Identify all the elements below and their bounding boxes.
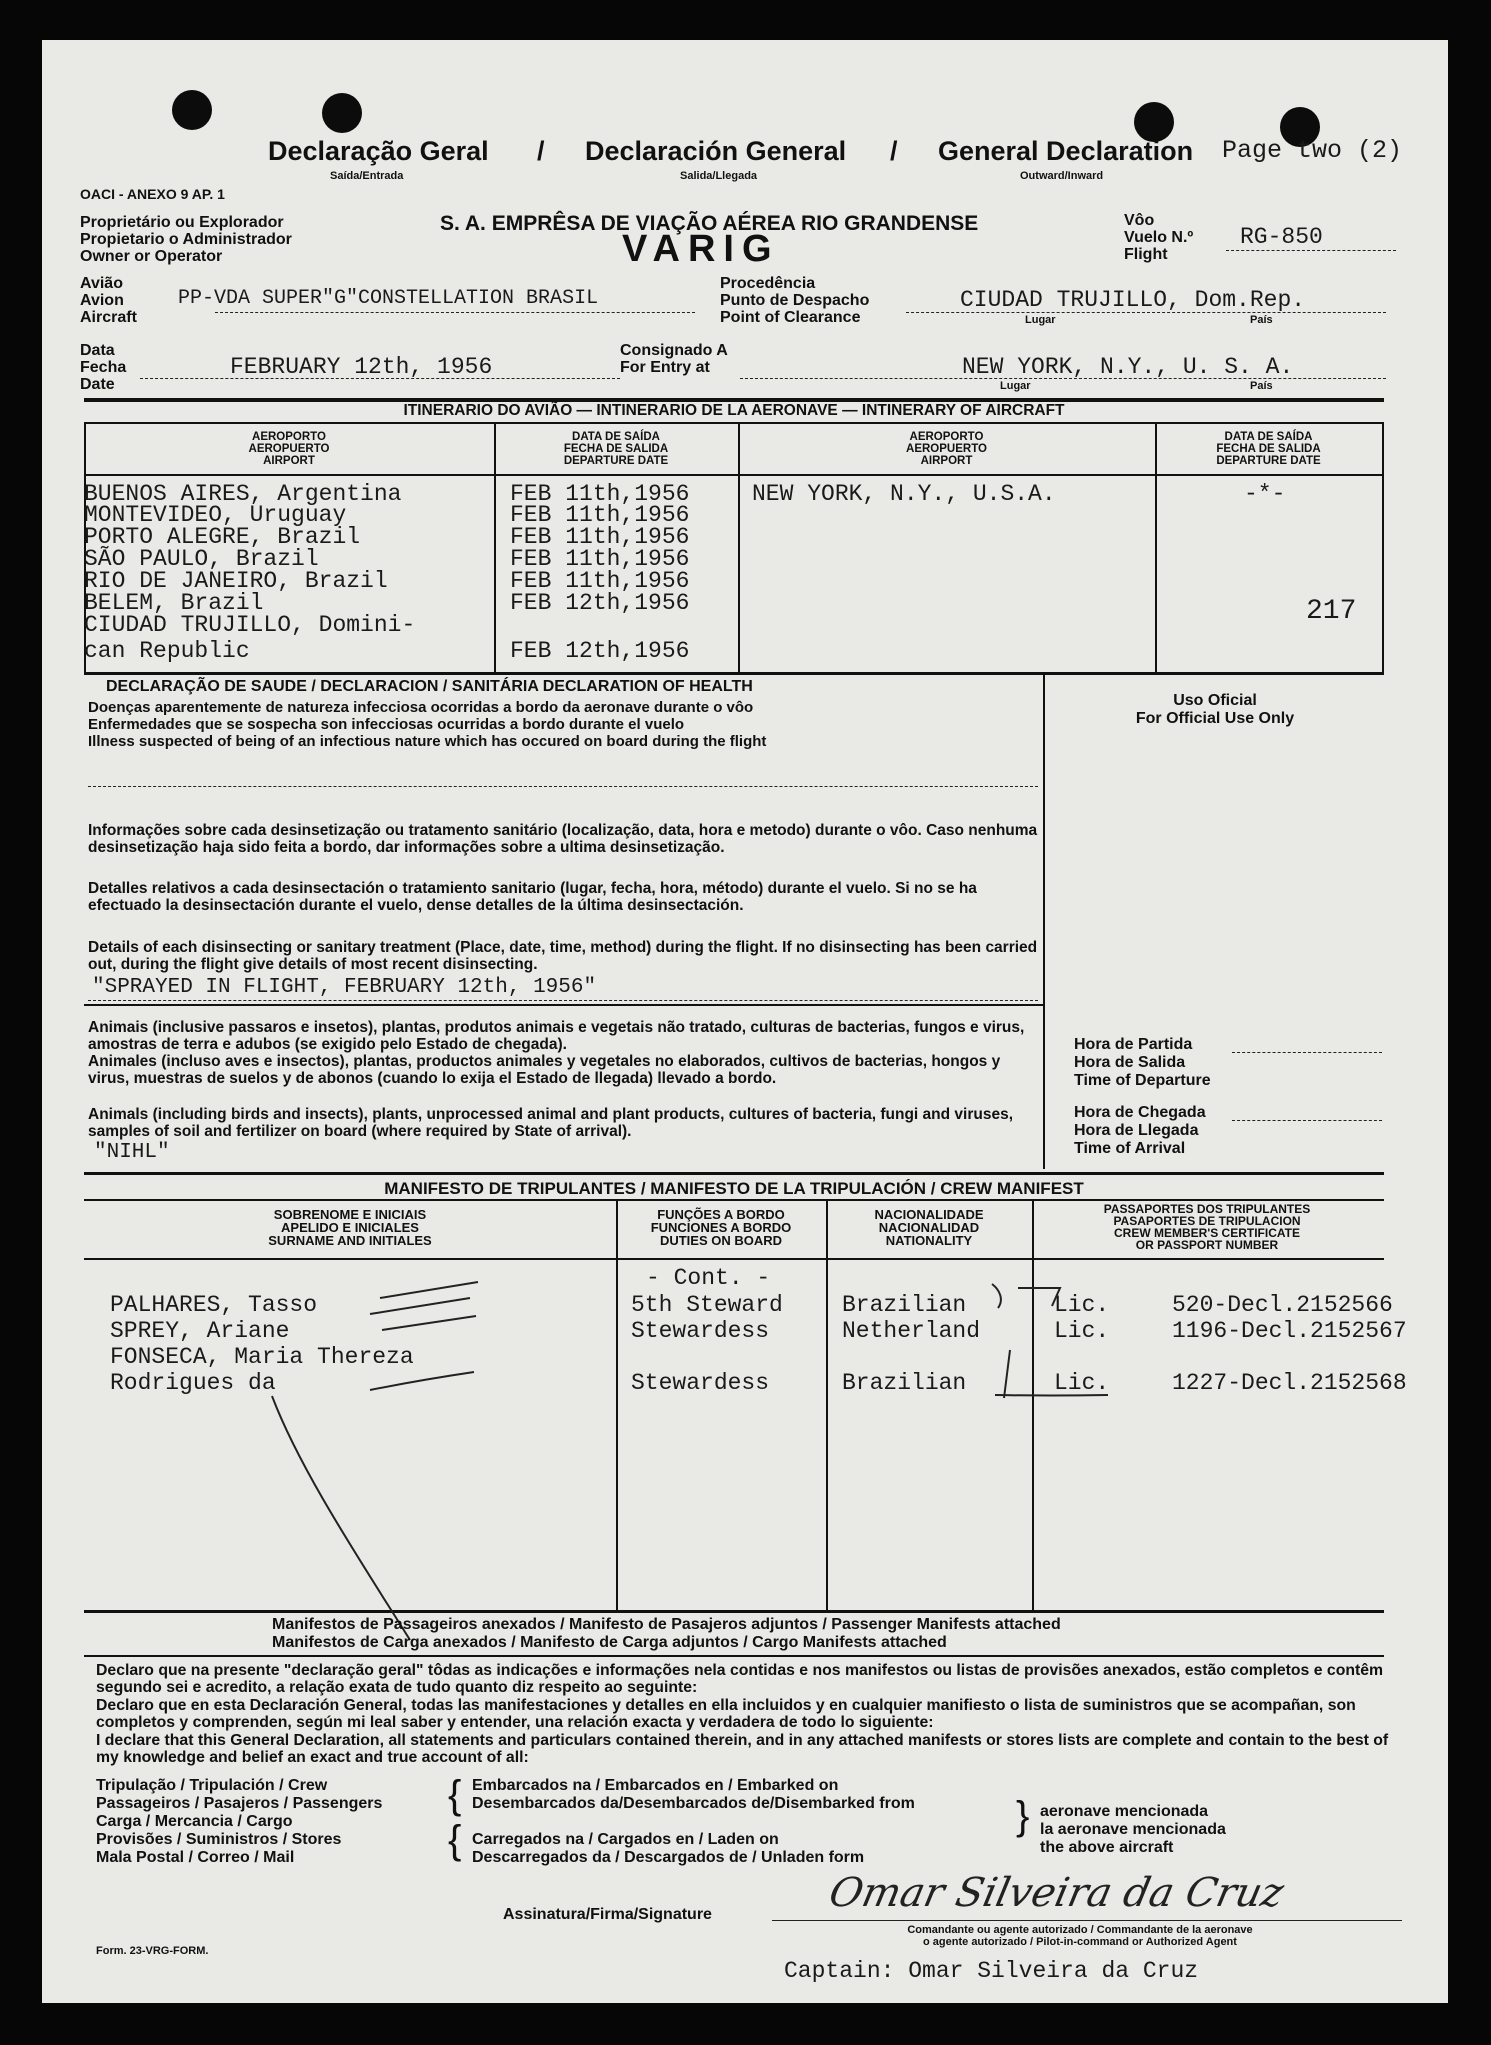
- crew-duty: 5th Steward: [631, 1292, 783, 1318]
- crew-duty: Stewardess: [631, 1370, 770, 1396]
- annex-label: OACI - ANEXO 9 AP. 1: [80, 186, 225, 202]
- title-es: Declaración General: [585, 136, 847, 166]
- signature-handwriting: Omar Silveira da Cruz: [825, 1870, 1288, 1916]
- itinerary-date: FEB 11th,1956: [510, 568, 690, 594]
- page-number: Page two (2): [1222, 136, 1403, 165]
- crew-name: PALHARES, Tasso: [110, 1292, 318, 1318]
- flight-number: RG-850: [1240, 224, 1323, 250]
- clearance-value: CIUDAD TRUJILLO, Dom.Rep.: [960, 287, 1306, 313]
- consigned-value: NEW YORK, N.Y., U. S. A.: [962, 354, 1294, 380]
- crew-nationality: Brazilian: [842, 1292, 967, 1318]
- subtitle-pt: Saída/Entrada: [330, 170, 404, 182]
- disinsect-es: Detalles relativos a cada desinsectación o tratamiento sanitario (lugar, fecha, hora, método) durante el vuelo. Si no se ha efectuado la desinsectación durante el vuelo, dense detalles de la última desinsectación.: [88, 880, 977, 914]
- declaration-pt: Declaro que na presente "declaração geral" tôdas as indicações e informações nela contidas e nos manifestos ou listas de provisões anexados, estão completos e contêm segundo sei e acredito, a relação exata de tudo quanto diz respeito ao seguinte:: [96, 1662, 1384, 1696]
- brand-varig: VARIG: [622, 228, 780, 270]
- aircraft-value: PP-VDA SUPER"G"CONSTELLATION BRASIL: [178, 287, 599, 310]
- destination-airport: NEW YORK, N.Y., U.S.A.: [752, 481, 1056, 507]
- date-label: Data Fecha Date: [80, 342, 127, 393]
- official-use-label: Uso Oficial For Official Use Only: [1135, 692, 1295, 727]
- col-departure-date-2: DATA DE SAÍDA FECHA DE SALIDA DEPARTURE DATE: [1216, 431, 1321, 467]
- crew-name: FONSECA, Maria Thereza: [110, 1344, 414, 1370]
- captain-name: Captain: Omar Silveira da Cruz: [784, 1958, 1199, 1984]
- crew-license: Lic.: [1054, 1318, 1110, 1344]
- declaration-laden: Carregados na / Cargados en / Laden on Descarregados da / Descargados de / Unladen form: [472, 1831, 865, 1866]
- crew-name: Rodrigues da: [110, 1370, 276, 1396]
- declaration-embark: Embarcados na / Embarcados en / Embarked on Desembarcados da/Desembarcados de/Disembarked from: [472, 1777, 915, 1812]
- cargo-manifest-line: Manifestos de Carga anexados / Manifesto de Carga adjuntos / Cargo Manifests attached: [272, 1634, 947, 1651]
- clearance-label: Procedência Punto de Despacho Point of Clearance: [720, 275, 870, 326]
- declaration-categories: Tripulação / Tripulación / Crew Passageiros / Pasajeros / Passengers Carga / Mercancia / Cargo Provisões / Suministros / Stores Mala Postal / Correo / Mail: [96, 1777, 383, 1866]
- crew-passport-number: 520-Decl.2152566: [1172, 1292, 1393, 1318]
- col-name: SOBRENOME E INICIAIS APELIDO E INICIALES SURNAME AND INITIALES: [268, 1207, 432, 1248]
- operator-label: Proprietário ou Explorador Propietario o Administrador Owner or Operator: [80, 214, 292, 265]
- itinerary-airport: BUENOS AIRES, Argentina: [84, 481, 402, 507]
- crew-license: Lic.: [1054, 1292, 1110, 1318]
- crew-passport-number: 1227-Decl.2152568: [1172, 1370, 1407, 1396]
- itinerary-date: FEB 11th,1956: [510, 524, 690, 550]
- crew-nationality: Brazilian: [842, 1370, 967, 1396]
- form-number: Form. 23-VRG-FORM.: [96, 1945, 209, 1957]
- subtitle-es: Salida/Llegada: [680, 170, 758, 182]
- title-en: General Declaration: [938, 136, 1194, 166]
- departure-time-label: Hora de Partida Hora de Salida Time of Departure: [1074, 1036, 1211, 1089]
- disinsect-value: "SPRAYED IN FLIGHT, FEBRUARY 12th, 1956": [92, 976, 597, 999]
- consigned-label: Consignado A For Entry at: [620, 342, 728, 376]
- itinerary-title: ITINERARIO DO AVIÃO — INTINERARIO DE LA AERONAVE — INTINERARY OF AIRCRAFT: [403, 402, 1065, 419]
- crew-duty: Stewardess: [631, 1318, 770, 1344]
- animals-pt: Animais (inclusive passaros e insetos), plantas, produtos animais e vegetais não tratado, culturas de bacterias, fungos e virus, amostras de terra e adubos (se exigido pelo Estado de chegada).: [88, 1019, 1025, 1053]
- title-pt: Declaração Geral: [268, 136, 489, 166]
- col-airport: AEROPORTO AEROPUERTO AIRPORT: [248, 431, 330, 467]
- health-title: DECLARAÇÃO DE SAUDE / DECLARACION / SANITÁRIA DECLARATION OF HEALTH: [106, 678, 753, 695]
- col-departure-date: DATA DE SAÍDA FECHA DE SALIDA DEPARTURE DATE: [563, 431, 669, 467]
- itinerary-date: FEB 11th,1956: [510, 481, 690, 507]
- itinerary-airport: can Republic: [84, 638, 250, 664]
- signature-label: Assinatura/Firma/Signature: [503, 1906, 712, 1923]
- animals-es: Animales (incluso aves e insectos), plantas, productos animales y vegetales no elaborados, cultivos de bacterias, hongos y virus, muestras de suelos y de abonos (cuando lo exija el Estado de llegada) llevado a bordo.: [88, 1053, 1001, 1087]
- itinerary-airport: CIUDAD TRUJILLO, Domini-: [84, 612, 416, 638]
- itinerary-number: 217: [1306, 596, 1357, 627]
- itinerary-date: FEB 11th,1956: [510, 546, 690, 572]
- flight-label: Vôo Vuelo N.º Flight: [1124, 212, 1194, 263]
- company-name: S. A. EMPRÊSA DE VIAÇÃO AÉREA RIO GRANDENSE: [440, 212, 979, 235]
- date-value: FEBRUARY 12th, 1956: [230, 354, 493, 380]
- aircraft-label: Avião Avion Aircraft: [80, 275, 137, 326]
- itinerary-date: FEB 11th,1956: [510, 502, 690, 528]
- animals-en: Animals (including birds and insects), plants, unprocessed animal and plant products, cultures of bacteria, fungi and viruses, samples of soil and fertilizer on board (where required by State of arrival).: [88, 1106, 1014, 1140]
- itinerary-date: FEB 12th,1956: [510, 638, 690, 664]
- signature-caption: Comandante ou agente autorizado / Commandante de la aeronave o agente autorizado / Pilot-in-command or Authorized Agent: [907, 1924, 1253, 1948]
- crew-nationality: Netherland: [842, 1318, 981, 1344]
- itinerary-airport: MONTEVIDEO, Uruguay: [84, 502, 347, 528]
- itinerary-date: FEB 12th,1956: [510, 590, 690, 616]
- passenger-manifest-line: Manifestos de Passageiros anexados / Manifesto de Pasajeros adjuntos / Passenger Manifests attached: [272, 1616, 1061, 1633]
- subtitle-en: Outward/Inward: [1020, 170, 1104, 182]
- col-nationality: NACIONALIDADE NACIONALIDAD NATIONALITY: [874, 1207, 984, 1248]
- crew-title: MANIFESTO DE TRIPULANTES / MANIFESTO DE LA TRIPULACIÓN / CREW MANIFEST: [384, 1179, 1084, 1198]
- disinsect-pt: Informações sobre cada desinsetização ou tratamento sanitário (localização, data, hora e metodo) durante o vôo. Caso nenhuma desinsetização haja sido feita a bordo, dar informações sobre a ultima desinsetização.: [88, 822, 1038, 856]
- col-airport-2: AEROPORTO AEROPUERTO AIRPORT: [906, 431, 987, 467]
- crew-cont: - Cont. -: [646, 1265, 771, 1291]
- col-duties: FUNÇÕES A BORDO FUNCIONES A BORDO DUTIES ON BOARD: [650, 1207, 792, 1248]
- declaration-aircraft: aeronave mencionada la aeronave mencionada the above aircraft: [1040, 1803, 1226, 1856]
- animals-value: "NIHL": [94, 1141, 170, 1164]
- itinerary-airport: SÃO PAULO, Brazil: [84, 546, 319, 572]
- destination-date: -*-: [1244, 481, 1286, 507]
- crew-license: Lic.: [1054, 1370, 1110, 1396]
- col-passport: PASSAPORTES DOS TRIPULANTES PASAPORTES DE TRIPULACION CREW MEMBER'S CERTIFICATE OR PASSPORT NUMBER: [1103, 1202, 1311, 1252]
- disinsect-en: Details of each disinsecting or sanitary treatment (Place, date, time, method) during the flight. If no disinsecting has been carried out, during the flight give details of most recent disinsecting.: [88, 939, 1038, 973]
- itinerary-airport: BELEM, Brazil: [84, 590, 264, 616]
- itinerary-airport: RIO DE JANEIRO, Brazil: [84, 568, 388, 594]
- declaration-es: Declaro que en esta Declaración General, todas las manifestaciones y detalles en ella incluidos y en cualquier manifiesto o lista de suministros que se acompañan, son completos y comprenden, según mi leal saber y entender, una relación exacta y verdadera de todo lo siguiente:: [96, 1697, 1356, 1731]
- itinerary-airport: PORTO ALEGRE, Brazil: [84, 524, 361, 550]
- crew-passport-number: 1196-Decl.2152567: [1172, 1318, 1407, 1344]
- health-illness-text: Doenças aparentemente de natureza infecciosa ocorridas a bordo da aeronave durante o vôo Enfermedades que se sospecha son infecciosas ocurridas a bordo durante el vuelo Illness suspected of being of an infectious nature which has occured on board during the flight: [88, 699, 767, 750]
- declaration-en: I declare that this General Declaration, all statements and particulars contained therein, and in any attached manifests or stores lists are complete and contain to the best of my knowledge and belief an exact and true account of all:: [96, 1732, 1389, 1766]
- arrival-time-label: Hora de Chegada Hora de Llegada Time of Arrival: [1074, 1104, 1206, 1157]
- crew-name: SPREY, Ariane: [110, 1318, 290, 1344]
